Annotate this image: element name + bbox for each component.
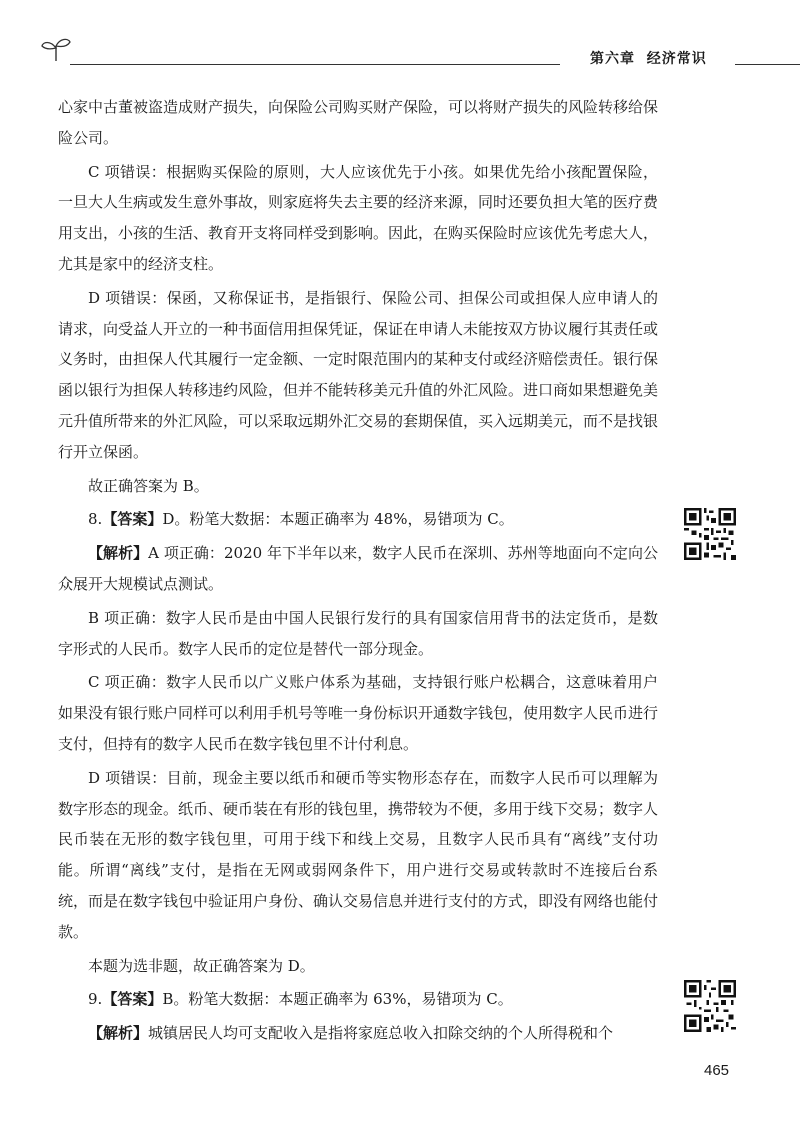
- paragraph-answer-8: [58, 951, 658, 982]
- answer-tag: 【答案】: [102, 510, 163, 529]
- question-9-analysis: [58, 1018, 658, 1049]
- paragraph-text: C 项错误：根据购买保险的原则，大人应该优先于小孩。如果优先给小孩配置保险，一旦大人生病或发生意外事故，则家庭将失去主要的经济来源，同时还要负担大笔的医疗费用支出，小孩的生活、教育开支将同样受到影响。因此，在购买保险时应该优先考虑大人，尤其是家中的经济支柱。: [58, 162, 659, 273]
- paragraph-text: 城镇居民人均可支配收入是指将家庭总收入扣除交纳的个人所得税和个: [148, 1024, 614, 1043]
- page-header: [0, 0, 800, 80]
- page-number: 465: [704, 1062, 730, 1079]
- chapter-title: [590, 48, 707, 68]
- question-9-answer: [58, 984, 658, 1015]
- paragraph-text: D 项错误：保函，又称保证书，是指银行、保险公司、担保公司或担保人应申请人的请求，向受益人开立的一种书面信用担保凭证，保证在申请人未能按双方协议履行其责任或义务时，由担保人代其履行一定金额、一定时限范围内的某种支付或经济赔偿责任。银行保函以银行为担保人转移违约风险，但并不能转移美元升值的外汇风险。进口商如果想避免美元升值所带来的外汇风险，可以采取远期外汇交易的套期保值，买入远期美元，而不是找银行开立保函。: [58, 288, 659, 461]
- header-rule-left: [70, 64, 560, 65]
- paragraph-continuation: [58, 92, 658, 154]
- paragraph-option-c: [58, 157, 658, 280]
- question-8-answer: [58, 504, 658, 535]
- chapter-number: 第六章: [590, 51, 635, 67]
- paragraph-text: D。粉笔大数据：本题正确率为 48%，易错项为 C。: [162, 510, 514, 529]
- qr-code-icon[interactable]: [684, 980, 736, 1032]
- page-body: [58, 92, 658, 1052]
- sprout-icon: [40, 36, 72, 62]
- paragraph-option-b: [58, 603, 658, 665]
- paragraph-text: B。粉笔大数据：本题正确率为 63%，易错项为 C。: [162, 990, 513, 1009]
- answer-tag: 【答案】: [102, 990, 163, 1009]
- paragraph-text: A 项正确：2020 年下半年以来，数字人民币在深圳、苏州等地面向不定向公众展开大规模试点测试。: [58, 544, 658, 593]
- paragraph-text: C 项正确：数字人民币以广义账户体系为基础，支持银行账户松耦合，这意味着用户如果没有银行账户同样可以利用手机号等唯一身份标识开通数字钱包，使用数字人民币进行支付，但持有的数字人民币在数字钱包里不计付利息。: [58, 673, 659, 753]
- paragraph-text: 故正确答案为 B。: [88, 476, 209, 495]
- paragraph-option-c: [58, 667, 658, 759]
- paragraph-text: 心家中古董被盗造成财产损失，向保险公司购买财产保险，可以将财产损失的风险转移给保险公司。: [58, 98, 659, 147]
- paragraph-answer-7: [58, 471, 658, 502]
- qr-code-icon[interactable]: [684, 508, 736, 560]
- paragraph-text: D 项错误：目前，现金主要以纸币和硬币等实物形态存在，而数字人民币可以理解为数字形态的现金。纸币、硬币装在有形的钱包里，携带较为不便，多用于线下交易；数字人民币装在无形的数字钱包里，可用于线下和线上交易，且数字人民币具有“离线”支付功能。所谓“离线”支付，是指在无网或弱网条件下，用户进行交易或转款时不连接后台系统，而是在数字钱包中验证用户身份、确认交易信息并进行支付的方式，即没有网络也能付款。: [58, 768, 659, 941]
- paragraph-option-d: [58, 283, 658, 468]
- question-8-analysis: [58, 538, 658, 600]
- paragraph-text: 本题为选非题，故正确答案为 D。: [88, 956, 315, 975]
- header-rule-right: [735, 64, 800, 65]
- paragraph-option-d: [58, 763, 658, 948]
- analysis-tag: 【解析】: [88, 544, 149, 563]
- question-number: 9.: [88, 990, 103, 1009]
- question-number: 8.: [88, 510, 103, 529]
- paragraph-text: B 项正确：数字人民币是由中国人民银行发行的具有国家信用背书的法定货币，是数字形式的人民币。数字人民币的定位是替代一部分现金。: [58, 608, 658, 658]
- chapter-section: 经济常识: [646, 51, 707, 67]
- analysis-tag: 【解析】: [88, 1024, 149, 1043]
